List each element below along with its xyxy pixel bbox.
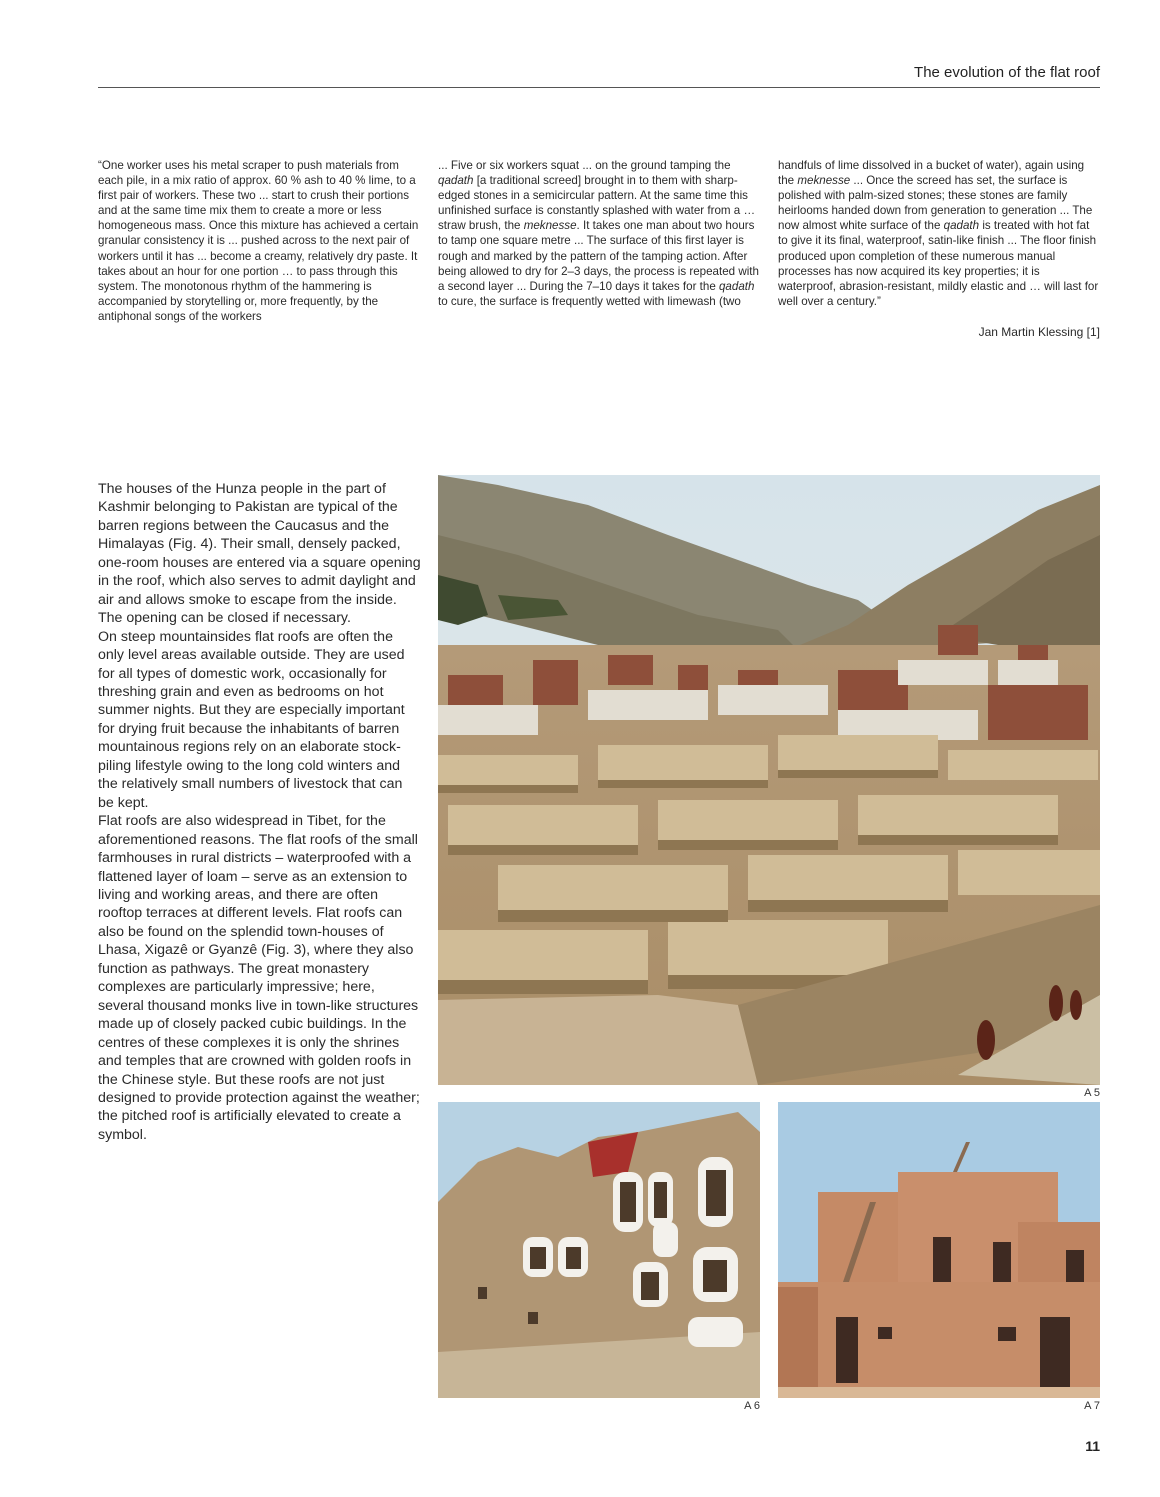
running-header: The evolution of the flat roof xyxy=(914,64,1100,81)
figure-a6-caption: A 6 xyxy=(744,1400,760,1412)
figure-a5-photo xyxy=(438,475,1100,1085)
italic-term: meknesse xyxy=(797,174,851,188)
quote-column-2 xyxy=(438,158,760,309)
quote-column-1 xyxy=(98,158,420,324)
italic-term: qadath xyxy=(438,174,474,188)
header-rule xyxy=(98,87,1100,88)
figure-a7-caption: A 7 xyxy=(1084,1400,1100,1412)
figure-a6-photo xyxy=(438,1102,760,1398)
quote-paragraph-1: “One worker uses his metal scraper to push materials from each pile, in a mix ratio of approx. 60 % ash to 40 % lime, to a first pair of workers. These two ... start to crush their portions and at the same time mix them to create a more or less homogeneous mass. Once this mixture has achieved a certain granular consistency it is ... pushed across to the next pair of workers until it has ... become a creamy, relatively dry paste. It takes about an hour for one portion … to pass through this system. The monotonous rhythm of the hammering is accompanied by storytelling or, more frequently, by the antiphonal songs of the workers xyxy=(98,159,419,323)
body-paragraph-3: Flat roofs are also widespread in Tibet, for the aforementioned reasons. The flat roofs of the small farmhouses in rural districts – waterproofed with a flattened layer of loam – serve as an extension to living and working areas, and there are often rooftop terraces at different levels. Flat roofs can also be found on the splendid town-houses of Lhasa, Xigazê or Gyanzê (Fig. 3), where they also function as pathways. The great monastery complexes are particularly impressive; here, several thousand monks live in town-like structures made up of closely packed cubic buildings. In the centres of these complexes it is only the shrines and temples that are crowned with golden roofs in the Chinese style. But these roofs are not just designed to provide protection against the weather; the pitched roof is artificially elevated to create a symbol. xyxy=(98,813,420,1143)
body-paragraph-2: On steep mountainsides flat roofs are often the only level areas available outside. They are used for all types of domestic work, occasionally for threshing grain and even as bedrooms on hot summer nights. But they are especially important for drying fruit because the inhabitants of barren mountainous regions rely on an elaborate stock-piling lifestyle owing to the long cold winters and the relatively small numbers of livestock that can be kept. xyxy=(98,628,405,811)
italic-term: qadath xyxy=(943,219,980,233)
quote-column-3 xyxy=(778,158,1100,309)
italic-term: qadath xyxy=(718,279,755,293)
quote-paragraph-3: handfuls of lime dissolved in a bucket of water), again using the meknesse ... Once the screed has set, the surface is polished with palm-sized stones; these stones are family heirlooms handed down from generation to generation ... The now almost white surface of the qadath is treated with hot fat to give it its final, waterproof, satin-like finish ... The floor finish produced upon completion of these numerous manual processes has now acquired its key properties; it is waterproof, abrasion-resistant, mildly elastic and … will last for well over a century.” xyxy=(778,159,1099,308)
page-number: 11 xyxy=(1085,1438,1100,1454)
body-text xyxy=(98,480,422,1144)
quote-attribution: Jan Martin Klessing [1] xyxy=(978,325,1100,339)
quote-paragraph-2: ... Five or six workers squat ... on the ground tamping the qadath [a traditional screed] brought in to them with sharp-edged stones in a semicircular pattern. At the same time this unfinished surface is constantly splashed with water from a … straw brush, the meknesse. It takes one man about two hours to tamp one square metre ... The surface of this first layer is rough and marked by the pattern of the tamping action. After being allowed to dry for 2–3 days, the process is repeated with a second layer ... During the 7–10 days it takes for the qadath to cure, the surface is frequently wetted with limewash (two xyxy=(438,159,759,308)
body-paragraph-1: The houses of the Hunza people in the part of Kashmir belonging to Pakistan are typical of the barren regions between the Caucasus and the Himalayas (Fig. 4). Their small, densely packed, one-room houses are entered via a square opening in the roof, which also serves to admit daylight and air and allows smoke to escape from the inside. The opening can be closed if necessary. xyxy=(98,481,421,627)
figure-a5-caption: A 5 xyxy=(1084,1087,1100,1099)
italic-term: meknesse xyxy=(523,219,577,233)
figure-a7-photo xyxy=(778,1102,1100,1398)
